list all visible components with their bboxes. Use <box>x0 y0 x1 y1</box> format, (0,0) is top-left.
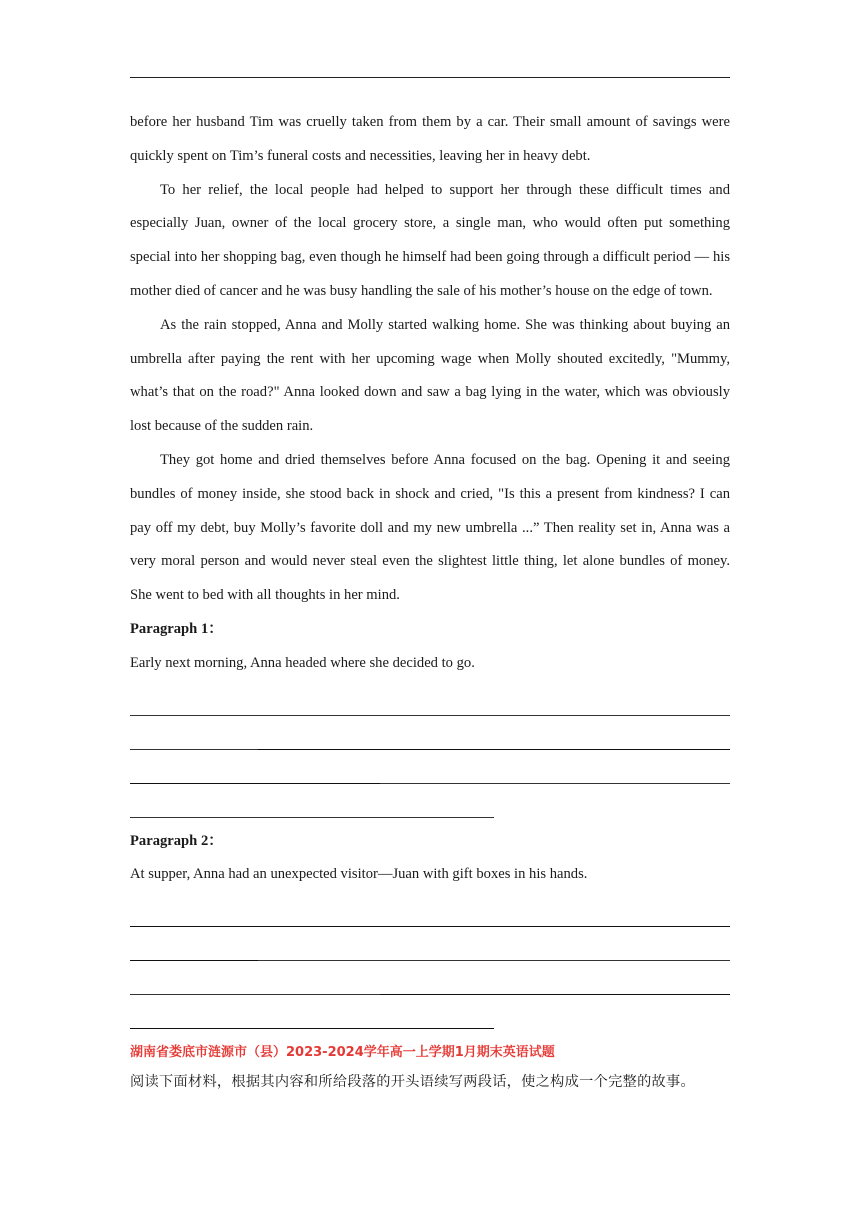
paragraph1-lead: Early next morning, Anna headed where she decided to go. <box>130 654 475 671</box>
paragraph2-answer-lines <box>130 898 730 1034</box>
story-paragraph: They got home and dried themselves before Anna focused on the bag. Opening it and seeing bundles of money inside, she stood back in shock and cried, "Is this a present from kindness? I can pay off my debt, buy Molly’s favorite doll and my new umbrella ...” Then reality set in, Anna was a very moral person and would never steal even the slightest little thing, let alone bundles of money. She went to bed with all thoughts in her mind. <box>130 451 730 604</box>
paragraph2-label: Paragraph 2： <box>130 832 223 849</box>
paragraph1-answer-lines <box>130 687 730 823</box>
answer-line <box>130 966 730 1000</box>
answer-line <box>130 789 730 823</box>
answer-line <box>130 755 730 789</box>
answer-line <box>130 932 730 966</box>
answer-line <box>130 687 730 721</box>
paragraph1-label: Paragraph 1： <box>130 620 223 637</box>
header-rule <box>130 77 730 78</box>
story-paragraph: As the rain stopped, Anna and Molly started walking home. She was thinking about buying an umbrella after paying the rent with her upcoming wage when Molly shouted excitedly, "Mummy, what’s that on the road?" Anna looked down and saw a bag lying in the water, which was obviously lost because of the sudden rain. <box>130 316 730 435</box>
paragraph2-lead: At supper, Anna had an unexpected visitor—Juan with gift boxes in his hands. <box>130 866 588 883</box>
source-title: 湖南省娄底市涟源市（县）2023-2024学年高一上学期1月期末英语试题 <box>130 1045 555 1061</box>
answer-line <box>130 898 730 932</box>
answer-line <box>130 1000 730 1034</box>
task-instruction: 阅读下面材料，根据其内容和所给段落的开头语续写两段话，使之构成一个完整的故事。 <box>130 1074 696 1091</box>
document-body <box>130 106 730 1098</box>
story-paragraph: before her husband Tim was cruelly taken from them by a car. Their small amount of savings were quickly spent on Tim’s funeral costs and necessities, leaving her in heavy debt. <box>130 114 730 164</box>
answer-line <box>130 721 730 755</box>
story-paragraph: To her relief, the local people had helped to support her through these difficult times and especially Juan, owner of the local grocery store, a single man, who would often put something special into her shopping bag, even though he himself had been going through a difficult period — his mother died of cancer and he was busy handling the sale of his mother’s house on the edge of town. <box>130 181 730 299</box>
